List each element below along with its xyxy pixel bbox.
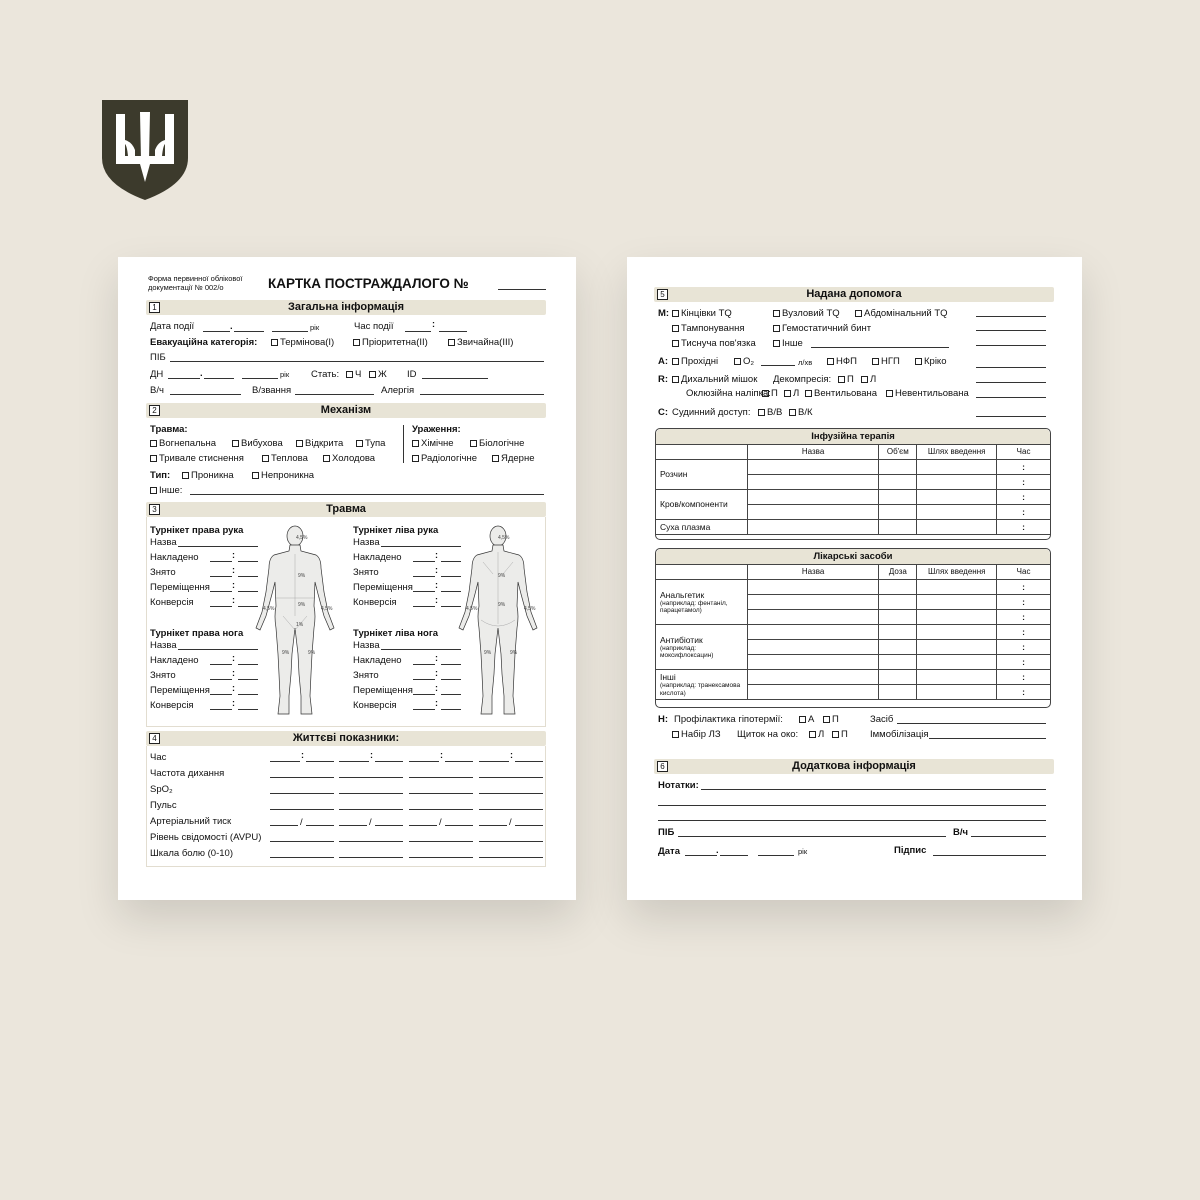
- table-cell[interactable]: [879, 505, 917, 520]
- table-header: Назва: [747, 445, 879, 460]
- tq-hour-field[interactable]: [210, 606, 232, 607]
- trauma-blast-checkbox[interactable]: Вибухова: [232, 438, 283, 449]
- vital-value-field[interactable]: [409, 857, 473, 858]
- lesion-label: Ураження:: [412, 424, 461, 435]
- trauma-cold-checkbox[interactable]: Холодова: [323, 453, 375, 464]
- time-cell[interactable]: :: [997, 490, 1051, 505]
- table-row: [656, 490, 1051, 505]
- lesion-biological-checkbox[interactable]: Біологічне: [470, 438, 524, 449]
- event-time-label: Час події: [354, 321, 394, 332]
- section-title: Додаткова інформація: [792, 760, 916, 772]
- time-cell[interactable]: :: [997, 520, 1051, 535]
- table-header: Час: [997, 445, 1051, 460]
- tq-hour-field[interactable]: [413, 606, 435, 607]
- trauma-thermal-checkbox[interactable]: Теплова: [262, 453, 308, 464]
- body-percent-label: 9%: [298, 602, 306, 608]
- rank-label: В/звання: [252, 385, 292, 396]
- tq-field-label: Назва: [353, 640, 380, 651]
- m-pressure-checkbox[interactable]: Тиснуча пов'язка: [672, 338, 756, 349]
- vital-value-field[interactable]: [479, 793, 543, 794]
- h-immob-field[interactable]: [929, 738, 1046, 739]
- evac-priority-checkbox[interactable]: Пріоритетна(ІІ): [353, 337, 428, 348]
- body-percent-label: 9%: [282, 650, 290, 656]
- vital-value-field[interactable]: [409, 809, 473, 810]
- table-row: [656, 670, 1051, 685]
- tq-field-label: Конверсія: [150, 597, 194, 608]
- section-mechanism-header: 2 Механізм: [146, 403, 546, 418]
- time-cell[interactable]: :: [997, 595, 1051, 610]
- a-patent-checkbox[interactable]: Прохідні: [672, 356, 718, 367]
- table-row: [656, 520, 1051, 535]
- body-percent-label: 4,5%: [466, 606, 478, 612]
- time-cell[interactable]: :: [997, 610, 1051, 625]
- vital-value-field[interactable]: [270, 793, 334, 794]
- tq-hour-field[interactable]: [413, 576, 435, 577]
- section-title: Надана допомога: [806, 288, 902, 300]
- h-shield-right-checkbox[interactable]: П: [832, 729, 848, 740]
- table-cell[interactable]: [747, 595, 879, 610]
- time-cell[interactable]: :: [997, 670, 1051, 685]
- time-cell[interactable]: :: [997, 685, 1051, 700]
- rank-field[interactable]: [295, 394, 374, 395]
- vital-hour-field[interactable]: [409, 761, 439, 762]
- trauma-crush-checkbox[interactable]: Тривале стиснення: [150, 453, 244, 464]
- care-note-field[interactable]: [976, 330, 1046, 331]
- tq-hour-field[interactable]: [413, 694, 435, 695]
- tq-field-label: Переміщення: [353, 685, 413, 696]
- h-p-checkbox[interactable]: П: [823, 714, 839, 725]
- event-month-field[interactable]: [234, 331, 264, 332]
- time-cell[interactable]: :: [997, 475, 1051, 490]
- table-cell[interactable]: [879, 520, 917, 535]
- table-row: [656, 460, 1051, 475]
- m-junctional-tq-checkbox[interactable]: Вузловий TQ: [773, 308, 840, 319]
- vital-value-field[interactable]: [409, 841, 473, 842]
- care-note-field[interactable]: [976, 416, 1046, 417]
- care-note-field[interactable]: [976, 345, 1046, 346]
- table-cell[interactable]: [879, 460, 917, 475]
- table-cell[interactable]: [879, 490, 917, 505]
- vital-label: SpO₂: [150, 784, 173, 795]
- vital-minute-field[interactable]: [515, 761, 543, 762]
- time-cell[interactable]: :: [997, 655, 1051, 670]
- table-cell[interactable]: [917, 595, 997, 610]
- table-cell[interactable]: [917, 580, 997, 595]
- notes-field[interactable]: [701, 789, 1046, 790]
- event-year-field[interactable]: [272, 331, 308, 332]
- r-vented-checkbox[interactable]: Вентильована: [805, 388, 877, 399]
- table-cell[interactable]: [747, 625, 879, 640]
- table-cell[interactable]: [879, 610, 917, 625]
- vital-value-field[interactable]: [270, 809, 334, 810]
- vital-label: Рівень свідомості (AVPU): [150, 832, 262, 843]
- sex-male-checkbox[interactable]: Ч: [346, 369, 361, 380]
- h-shield-left-checkbox[interactable]: Л: [809, 729, 824, 740]
- a-cric-checkbox[interactable]: Кріко: [915, 356, 946, 367]
- r-patch-right-checkbox[interactable]: П: [762, 388, 778, 399]
- c-io-checkbox[interactable]: В/К: [789, 407, 813, 418]
- divider: [403, 425, 404, 463]
- table-cell[interactable]: [747, 475, 879, 490]
- care-note-field[interactable]: [976, 316, 1046, 317]
- tq-name-field[interactable]: [381, 546, 461, 547]
- sign-day-field[interactable]: [685, 855, 717, 856]
- body-percent-label: 9%: [510, 650, 518, 656]
- infusion-title: Інфузійна терапія: [656, 429, 1050, 445]
- h-means-field[interactable]: [897, 723, 1046, 724]
- tq-hour-field[interactable]: [413, 709, 435, 710]
- card-title: КАРТКА ПОСТРАЖДАЛОГО №: [268, 276, 469, 291]
- table-cell[interactable]: [747, 640, 879, 655]
- table-cell[interactable]: [917, 505, 997, 520]
- dob-month-field[interactable]: [204, 378, 234, 379]
- meds-title: Лікарські засоби: [656, 549, 1050, 565]
- tq-field-label: Переміщення: [150, 582, 210, 593]
- section-extra-header: 6 Додаткова інформація: [654, 759, 1054, 774]
- signature-field[interactable]: [933, 855, 1046, 856]
- body-back-icon: [457, 524, 539, 726]
- mechanism-other-field[interactable]: [190, 494, 544, 495]
- table-header: Час: [997, 565, 1051, 580]
- body-percent-label: 4,5%: [263, 606, 275, 612]
- bp-systolic-field[interactable]: [409, 825, 437, 826]
- vital-label: Шкала болю (0-10): [150, 848, 233, 859]
- table-cell[interactable]: [917, 610, 997, 625]
- table-cell[interactable]: [917, 460, 997, 475]
- type-nonpenetrating-checkbox[interactable]: Непроникна: [252, 470, 314, 481]
- unit-label: В/ч: [150, 385, 164, 396]
- time-cell[interactable]: :: [997, 580, 1051, 595]
- allergy-field[interactable]: [420, 394, 544, 395]
- evac-category-label: Евакуаційна категорія:: [150, 337, 258, 348]
- pib-field[interactable]: [170, 361, 544, 362]
- body-percent-label: 9%: [484, 650, 492, 656]
- tq-hour-field[interactable]: [210, 664, 232, 665]
- vital-value-field[interactable]: [479, 809, 543, 810]
- tq-hour-field[interactable]: [210, 591, 232, 592]
- tq-field-label: Накладено: [150, 655, 199, 666]
- tq-hour-field[interactable]: [210, 561, 232, 562]
- bp-systolic-field[interactable]: [339, 825, 367, 826]
- tq-field-label: Знято: [150, 567, 176, 578]
- sign-date-label: Дата: [658, 846, 680, 857]
- tq-field-label: Переміщення: [150, 685, 210, 696]
- a-nga-checkbox[interactable]: НГП: [872, 356, 900, 367]
- trauma-blunt-checkbox[interactable]: Тупа: [356, 438, 385, 449]
- vital-value-field[interactable]: [339, 793, 403, 794]
- vital-value-field[interactable]: [479, 841, 543, 842]
- r-bvm-checkbox[interactable]: Дихальний мішок: [672, 374, 757, 385]
- tq-field-label: Переміщення: [353, 582, 413, 593]
- care-note-field[interactable]: [976, 382, 1046, 383]
- dob-year-field[interactable]: [242, 378, 278, 379]
- tq-field-label: Накладено: [353, 655, 402, 666]
- vital-value-field[interactable]: [339, 857, 403, 858]
- tq-field-label: Конверсія: [353, 700, 397, 711]
- type-penetrating-checkbox[interactable]: Проникна: [182, 470, 234, 481]
- body-percent-label: 1%: [296, 622, 304, 628]
- vital-value-field[interactable]: [270, 777, 334, 778]
- pib-label: ПІБ: [150, 352, 166, 363]
- bp-systolic-field[interactable]: [270, 825, 298, 826]
- table-row-note: (наприклад: моксифлоксацин): [660, 644, 714, 660]
- table-cell[interactable]: [747, 490, 879, 505]
- bp-diastolic-field[interactable]: [445, 825, 473, 826]
- r-patch-left-checkbox[interactable]: Л: [784, 388, 799, 399]
- body-percent-label: 4,5%: [296, 535, 308, 541]
- table-cell[interactable]: [879, 685, 917, 700]
- table-row-label: Анальгетик: [660, 589, 705, 600]
- table-header: Назва: [747, 565, 879, 580]
- vital-minute-field[interactable]: [306, 761, 334, 762]
- signer-unit-label: В/ч: [953, 827, 969, 838]
- vital-value-field[interactable]: [409, 777, 473, 778]
- table-header: Шлях введення: [917, 445, 997, 460]
- notes-field[interactable]: [658, 820, 1046, 821]
- table-cell[interactable]: [747, 505, 879, 520]
- table-cell[interactable]: [879, 640, 917, 655]
- tq-field-label: Назва: [353, 537, 380, 548]
- signer-pib-label: ПІБ: [658, 827, 675, 838]
- vital-value-field[interactable]: [409, 793, 473, 794]
- h-a-checkbox[interactable]: А: [799, 714, 814, 725]
- card-number-field[interactable]: [498, 289, 546, 290]
- table-cell[interactable]: [747, 580, 879, 595]
- table-cell[interactable]: [747, 460, 879, 475]
- care-note-field[interactable]: [976, 397, 1046, 398]
- vital-label: Артеріальний тиск: [150, 816, 232, 827]
- table-cell[interactable]: [879, 655, 917, 670]
- table-row-label: Суха плазма: [660, 521, 711, 532]
- trident-shield-icon: [102, 100, 188, 200]
- vital-label: Пульс: [150, 800, 177, 811]
- table-cell[interactable]: [747, 655, 879, 670]
- tq-right-arm-title: Турнікет права рука: [150, 525, 244, 536]
- table-row: [656, 580, 1051, 595]
- table-cell[interactable]: [747, 670, 879, 685]
- vital-value-field[interactable]: [339, 777, 403, 778]
- section-title: Загальна інформація: [287, 301, 405, 313]
- bp-diastolic-field[interactable]: [306, 825, 334, 826]
- m-packing-checkbox[interactable]: Тампонування: [672, 323, 744, 334]
- table-cell[interactable]: [917, 640, 997, 655]
- r-decomp-right-checkbox[interactable]: П: [838, 374, 854, 385]
- tq-name-field[interactable]: [381, 649, 461, 650]
- tq-hour-field[interactable]: [210, 576, 232, 577]
- m-abdominal-tq-checkbox[interactable]: Абдомінальний TQ: [855, 308, 948, 319]
- table-cell[interactable]: [917, 490, 997, 505]
- body-percent-label: 9%: [308, 650, 316, 656]
- form-note: Форма первинної облікової документації № 002/о: [148, 274, 243, 292]
- unit-field[interactable]: [170, 394, 241, 395]
- vital-label: Частота дихання: [150, 768, 225, 779]
- tq-hour-field[interactable]: [413, 561, 435, 562]
- tq-hour-field[interactable]: [210, 709, 232, 710]
- casualty-card-front: Форма первинної облікової документації № 002/о КАРТКА ПОСТРАЖДАЛОГО № 1 Загальна інформація Дата події . рік Час події : Евакуаційна категорія: Термінова(І) Пріоритетна(ІІ) Звичайна(ІІІ) ПІБ ДН . рік Стать: Ч Ж ID В/ч В/звання Алергія 2 Механізм Травма: Вогнепальна Вибухова Відкрита Тупа Тривале стиснення Теплова Холодова Ураження: Хімічне Біологічне Радіологічне Ядерне Тип: Проникна Непроникна Інше: 3 Травма Турнікет права рука Турнікет ліва рука Турнікет права нога Турнікет ліва нога Назва Накладено : Знято : Переміщення : Конверсія : Назва Накладено : Знято : Переміщення : Конверсія : Назва Накладено : Знято : Переміщення : Конверсія : Назва Накладено : Знято : Переміщення : Конверсія : 4,5% 9% 9% 4,5% 4,5% 1% 9% 9% 4,5% 9% 9% 4,5% 4,5% 9% 9% 4 Життєві показники: Час : : : : Частота дихання SpO₂ Пульс Артеріальний тиск / / / / Рівень свідомості (AVPU) Шкала болю (0-10): [118, 257, 576, 900]
- table-row-note: (наприклад: транексамова кислота): [660, 682, 741, 697]
- bp-systolic-field[interactable]: [479, 825, 507, 826]
- vital-hour-field[interactable]: [339, 761, 369, 762]
- body-percent-label: 9%: [498, 602, 506, 608]
- dob-day-field[interactable]: [168, 378, 200, 379]
- section-general-header: 1 Загальна інформація: [146, 300, 546, 315]
- tq-field-label: Знято: [150, 670, 176, 681]
- body-percent-label: 4,5%: [321, 606, 333, 612]
- table-cell[interactable]: [917, 520, 997, 535]
- section-title: Життєві показники:: [292, 732, 400, 744]
- table-cell[interactable]: [917, 685, 997, 700]
- tq-hour-field[interactable]: [413, 679, 435, 680]
- table-row: [656, 625, 1051, 640]
- table-cell[interactable]: [917, 670, 997, 685]
- table-cell[interactable]: [747, 610, 879, 625]
- table-header: Доза: [879, 565, 917, 580]
- tq-field-label: Знято: [353, 670, 379, 681]
- table-cell[interactable]: [879, 580, 917, 595]
- tq-left-arm-title: Турнікет ліва рука: [353, 525, 439, 536]
- table-cell[interactable]: [917, 475, 997, 490]
- c-iv-checkbox[interactable]: В/В: [758, 407, 782, 418]
- bp-diastolic-field[interactable]: [515, 825, 543, 826]
- section-care-header: 5 Надана допомога: [654, 287, 1054, 302]
- a-oxygen-checkbox[interactable]: O₂: [734, 356, 754, 367]
- sign-month-field[interactable]: [720, 855, 748, 856]
- trauma-open-checkbox[interactable]: Відкрита: [296, 438, 343, 449]
- r-nonvented-checkbox[interactable]: Невентильована: [886, 388, 969, 399]
- tq-hour-field[interactable]: [413, 664, 435, 665]
- table-row-label: Розчин: [660, 469, 688, 480]
- event-date-label: Дата події: [150, 321, 195, 332]
- table-row-label: Антибіотик: [660, 634, 703, 645]
- table-row-label: Кров/компоненти: [660, 499, 728, 510]
- time-cell[interactable]: :: [997, 625, 1051, 640]
- tq-name-field[interactable]: [178, 546, 258, 547]
- body-percent-label: 9%: [298, 573, 306, 579]
- vital-value-field[interactable]: [270, 857, 334, 858]
- evac-routine-checkbox[interactable]: Звичайна(ІІІ): [448, 337, 513, 348]
- dob-label: ДН: [150, 369, 164, 380]
- event-minute-field[interactable]: [439, 331, 467, 332]
- mechanism-other-checkbox[interactable]: Інше:: [150, 485, 182, 496]
- event-hour-field[interactable]: [405, 331, 431, 332]
- casualty-card-back: 5 Надана допомога M: Кінцівки TQ Вузловий TQ Абдомінальний TQ Тампонування Гемостатичний бинт Тиснуча пов'язка Інше A: Прохідні O₂ л/хв НФП НГП Кріко R: Дихальний мішок Декомпресія: П Л Оклюзійна наліпка: П Л Вентильована Невентильована C: Судинний доступ: В/В В/К Інфузійна терапія Назва Об'єм Шлях введення Час Розчин : : Кров/компоненти : : Суха плазма : Лікарські засоби Назва Доза Шлях введення Час Анальгетик (наприклад: фентаніл, парацетамол) : : : Антибіотик (наприклад: моксифлоксацин) : : : Інші (наприклад: транексамова кислота) : : H: Профілактика гіпотермії: А П Засіб Набір ЛЗ Щиток на око: Л П Іммобілізація 6 Додаткова інформація Нотатки: ПІБ В/ч Дата . рік Підпис: [627, 257, 1082, 900]
- table-cell[interactable]: [917, 655, 997, 670]
- vital-label: Час: [150, 752, 167, 763]
- table-row-note: (наприклад: фентаніл, парацетамол): [660, 599, 728, 615]
- table-cell[interactable]: [747, 520, 879, 535]
- sex-female-checkbox[interactable]: Ж: [369, 369, 387, 380]
- event-day-field[interactable]: [203, 331, 230, 332]
- body-percent-label: 9%: [498, 573, 506, 579]
- table-cell[interactable]: [879, 670, 917, 685]
- table-header: Об'єм: [879, 445, 917, 460]
- signer-pib-field[interactable]: [678, 836, 946, 837]
- vital-minute-field[interactable]: [375, 761, 403, 762]
- vital-value-field[interactable]: [339, 841, 403, 842]
- vital-hour-field[interactable]: [479, 761, 509, 762]
- type-label: Тип:: [150, 470, 171, 481]
- tq-field-label: Знято: [353, 567, 379, 578]
- tq-left-leg-title: Турнікет ліва нога: [353, 628, 439, 639]
- m-other-checkbox[interactable]: Інше: [773, 338, 803, 349]
- table-row-label: Інші: [660, 672, 676, 683]
- tq-field-label: Конверсія: [150, 700, 194, 711]
- sign-year-field[interactable]: [758, 855, 794, 856]
- m-hemostatic-checkbox[interactable]: Гемостатичний бинт: [773, 323, 871, 334]
- time-cell[interactable]: :: [997, 640, 1051, 655]
- a-npa-checkbox[interactable]: НФП: [827, 356, 857, 367]
- bp-diastolic-field[interactable]: [375, 825, 403, 826]
- section-vitals-header: 4 Життєві показники:: [146, 731, 546, 746]
- lesion-chemical-checkbox[interactable]: Хімічне: [412, 438, 454, 449]
- tq-field-label: Конверсія: [353, 597, 397, 608]
- r-decomp-left-checkbox[interactable]: Л: [861, 374, 876, 385]
- lesion-radiological-checkbox[interactable]: Радіологічне: [412, 453, 477, 464]
- lesion-nuclear-checkbox[interactable]: Ядерне: [492, 453, 535, 464]
- a-oxygen-rate-field[interactable]: [761, 365, 795, 366]
- tq-field-label: Назва: [150, 640, 177, 651]
- tq-hour-field[interactable]: [210, 694, 232, 695]
- sex-label: Стать:: [311, 369, 340, 380]
- tq-hour-field[interactable]: [210, 679, 232, 680]
- care-note-field[interactable]: [976, 367, 1046, 368]
- time-cell[interactable]: :: [997, 460, 1051, 475]
- table-cell[interactable]: [917, 625, 997, 640]
- tq-name-field[interactable]: [178, 649, 258, 650]
- table-cell[interactable]: [879, 475, 917, 490]
- tq-field-label: Накладено: [150, 552, 199, 563]
- tq-field-label: Назва: [150, 537, 177, 548]
- notes-label: Нотатки:: [658, 780, 699, 791]
- table-cell[interactable]: [879, 625, 917, 640]
- id-field[interactable]: [422, 378, 488, 379]
- body-front-icon: [254, 524, 336, 726]
- body-percent-label: 4,5%: [498, 535, 510, 541]
- table-cell[interactable]: [879, 595, 917, 610]
- time-cell[interactable]: :: [997, 505, 1051, 520]
- section-title: Механізм: [320, 404, 372, 416]
- vital-value-field[interactable]: [270, 841, 334, 842]
- vital-minute-field[interactable]: [445, 761, 473, 762]
- tq-hour-field[interactable]: [413, 591, 435, 592]
- trauma-label: Травма:: [150, 424, 188, 435]
- signature-label: Підпис: [894, 845, 927, 856]
- trauma-gunshot-checkbox[interactable]: Вогнепальна: [150, 438, 216, 449]
- m-limb-tq-checkbox[interactable]: Кінцівки TQ: [672, 308, 732, 319]
- vital-value-field[interactable]: [339, 809, 403, 810]
- section-trauma-header: 3 Травма: [146, 502, 546, 517]
- vital-value-field[interactable]: [479, 857, 543, 858]
- id-label: ID: [407, 369, 417, 380]
- tq-right-leg-title: Турнікет права нога: [150, 628, 244, 639]
- vital-hour-field[interactable]: [270, 761, 300, 762]
- table-cell[interactable]: [747, 685, 879, 700]
- table-header: Шлях введення: [917, 565, 997, 580]
- m-other-field[interactable]: [811, 347, 949, 348]
- allergy-label: Алергія: [381, 385, 415, 396]
- notes-field[interactable]: [658, 805, 1046, 806]
- body-percent-label: 4,5%: [524, 606, 536, 612]
- h-kit-checkbox[interactable]: Набір ЛЗ: [672, 729, 721, 740]
- tq-field-label: Накладено: [353, 552, 402, 563]
- vital-value-field[interactable]: [479, 777, 543, 778]
- section-title: Травма: [326, 503, 366, 515]
- evac-urgent-checkbox[interactable]: Термінова(І): [271, 337, 334, 348]
- signer-unit-field[interactable]: [971, 836, 1046, 837]
